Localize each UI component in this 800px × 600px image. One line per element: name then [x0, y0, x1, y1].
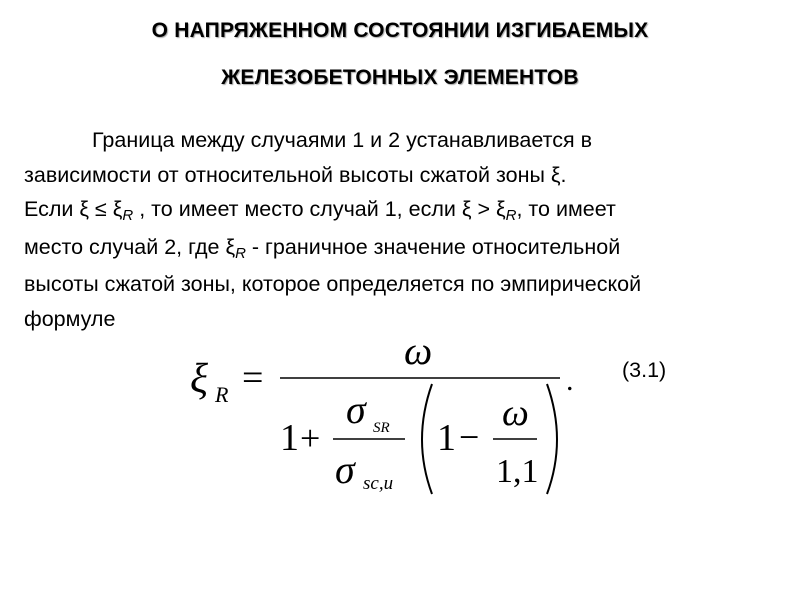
- formula-inner-one: 1: [437, 417, 456, 459]
- body-line-4: [24, 230, 794, 268]
- formula-sigma-scu: σ: [335, 447, 355, 492]
- body-line-2: зависимости от относительной высоты сжатой зоны ξ.: [24, 162, 567, 187]
- formula-right-paren: [547, 384, 557, 494]
- body-line-4-part-b: - граничное значение относительной: [245, 234, 621, 259]
- formula-xi-sub: R: [215, 382, 229, 407]
- body-line-3-part-b: , то имеет место случай 1, если ξ > ξ: [133, 197, 506, 222]
- xi-subscript-r: R: [235, 244, 246, 262]
- formula-left-paren: [422, 384, 432, 494]
- formula-sigma-sr: σ: [346, 387, 366, 432]
- formula-one: 1: [280, 417, 299, 459]
- body-line-1: Граница между случаями 1 и 2 устанавливается в: [92, 128, 592, 152]
- formula-inner-omega: ω: [502, 392, 529, 434]
- equation-number: (3.1): [622, 358, 667, 382]
- body-paragraph: [24, 123, 794, 337]
- xi-subscript-r: R: [122, 207, 134, 225]
- formula-inner-denominator: 1,1: [496, 453, 539, 490]
- formula-minus: −: [459, 417, 480, 457]
- formula-xi: ξ: [190, 356, 208, 402]
- formula-sigma-sr-sub: SR: [373, 420, 390, 436]
- formula-equals: =: [242, 357, 264, 399]
- formula-3-1: [180, 328, 600, 503]
- xi-subscript-r: R: [505, 207, 517, 225]
- body-line-6: формуле: [24, 306, 116, 331]
- body-line-4-part-a: место случай 2, где ξ: [24, 234, 236, 259]
- body-line-5: высоты сжатой зоны, которое определяется по эмпирической: [24, 272, 642, 297]
- title-line-1: О НАПРЯЖЕННОМ СОСТОЯНИИ ИЗГИБАЕМЫХ: [151, 19, 649, 42]
- body-line-3-part-a: Если ξ ≤ ξ: [24, 197, 123, 222]
- formula-plus: +: [300, 418, 321, 458]
- body-line-3: [24, 192, 794, 230]
- title-line-2: ЖЕЛЕЗОБЕТОННЫХ ЭЛЕМЕНТОВ: [221, 66, 579, 89]
- formula-period: .: [566, 364, 574, 397]
- body-line-3-part-c: , то имеет: [516, 197, 616, 222]
- formula-numerator-omega: ω: [404, 328, 433, 373]
- formula-sigma-scu-sub: sc,u: [363, 473, 394, 494]
